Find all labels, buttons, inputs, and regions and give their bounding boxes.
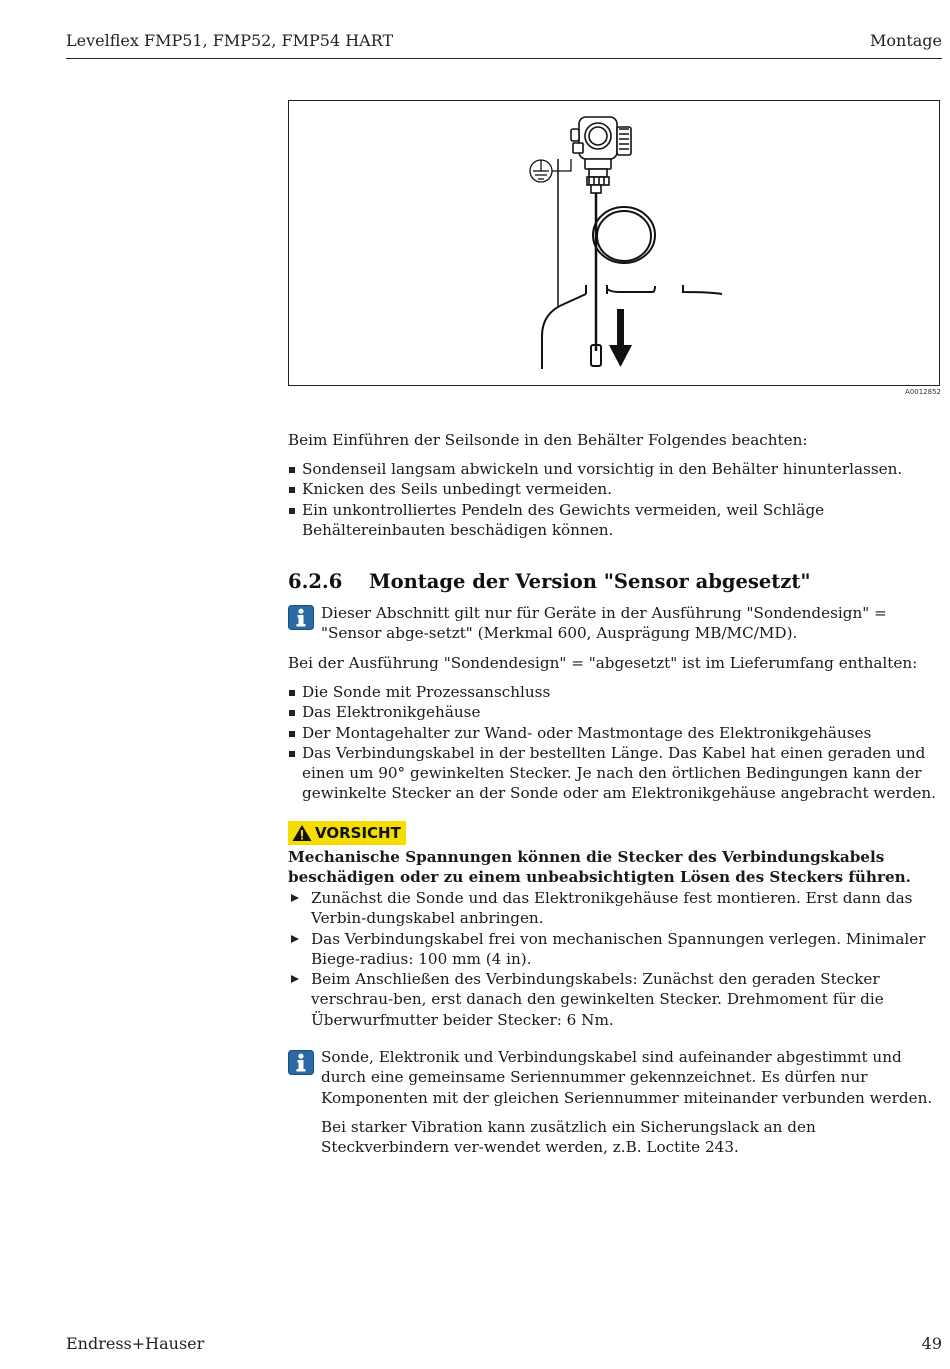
list-item: Sondenseil langsam abwickeln und vorsichtig in den Behälter hinunterlassen. xyxy=(288,459,940,479)
header-title: Levelflex FMP51, FMP52, FMP54 HART xyxy=(66,31,394,50)
footer-brand: Endress+Hauser xyxy=(66,1334,205,1353)
warning-steps xyxy=(288,888,940,1030)
header-rule xyxy=(66,58,942,59)
note-text: Sonde, Elektronik und Verbindungskabel sind aufeinander abgestimmt und durch eine gemeinsame Seriennummer gekennzeichnet. Es dürfen nur Komponenten mit der gleichen Seriennummer miteinander verbunden werden. xyxy=(321,1048,933,1107)
step-item: Das Verbindungskabel frei von mechanischen Spannungen verlegen. Minimaler Biege-radius: 100 mm (4 in). xyxy=(288,929,940,970)
section-title: Montage der Version "Sensor abgesetzt" xyxy=(369,570,811,593)
note-text: Dieser Abschnitt gilt nur für Geräte in der Ausführung "Sondendesign" = "Sensor abge-setzt" (Merkmal 600, Ausprägung MB/MC/MD). xyxy=(321,604,887,643)
scope-list xyxy=(288,682,940,804)
scope-lead: Bei der Ausführung "Sondendesign" = "abgesetzt" ist im Lieferumfang enthalten: xyxy=(288,654,918,672)
intro-list xyxy=(288,459,940,540)
rope-probe-illustration xyxy=(289,101,941,387)
note-text: Bei starker Vibration kann zusätzlich ein Sicherungslack an den Steckverbindern ver-wendet werden, z.B. Loctite 243. xyxy=(321,1118,816,1157)
warning-badge xyxy=(288,821,406,845)
list-item: Die Sonde mit Prozessanschluss xyxy=(288,682,940,702)
header-section: Montage xyxy=(870,31,942,50)
list-item: Der Montagehalter zur Wand- oder Mastmontage des Elektronikgehäuses xyxy=(288,723,940,743)
section-heading xyxy=(288,570,811,593)
info-icon xyxy=(288,1050,314,1075)
section-number: 6.2.6 xyxy=(288,570,343,593)
ground-symbol-icon xyxy=(530,159,571,182)
list-item: Ein unkontrolliertes Pendeln des Gewichts vermeiden, weil Schläge Behältereinbauten beschädigen können. xyxy=(288,500,940,541)
installation-figure xyxy=(288,100,940,386)
list-item: Das Elektronikgehäuse xyxy=(288,702,940,722)
list-item: Knicken des Seils unbedingt vermeiden. xyxy=(288,479,940,499)
downward-arrow xyxy=(609,309,632,367)
list-item: Das Verbindungskabel in der bestellten Länge. Das Kabel hat einen geraden und einen um 90° gewinkelten Stecker. Je nach den örtlichen Bedingungen kann der gewinkelte Stecker an der Sonde oder am Elektronikgehäuse angebracht werden. xyxy=(288,743,940,804)
figure-code: A0012852 xyxy=(905,388,941,396)
warning-heading: Mechanische Spannungen können die Stecker des Verbindungskabels beschädigen oder zu einem unbeabsichtigten Lösen des Steckers führen. xyxy=(288,848,911,887)
intro-lead: Beim Einführen der Seilsonde in den Behälter Folgendes beachten: xyxy=(288,431,808,449)
step-item: Zunächst die Sonde und das Elektronikgehäuse fest montieren. Erst dann das Verbin-dungskabel anbringen. xyxy=(288,888,940,929)
warning-triangle-icon xyxy=(292,824,312,842)
info-icon xyxy=(288,605,314,630)
warning-label: VORSICHT xyxy=(315,824,401,842)
step-item: Beim Anschließen des Verbindungskabels: Zunächst den geraden Stecker verschrau-ben, erst danach den gewinkelten Stecker. Drehmoment für die Überwurfmutter beider Stecker: 6 Nm. xyxy=(288,969,940,1030)
page-number: 49 xyxy=(921,1334,942,1353)
